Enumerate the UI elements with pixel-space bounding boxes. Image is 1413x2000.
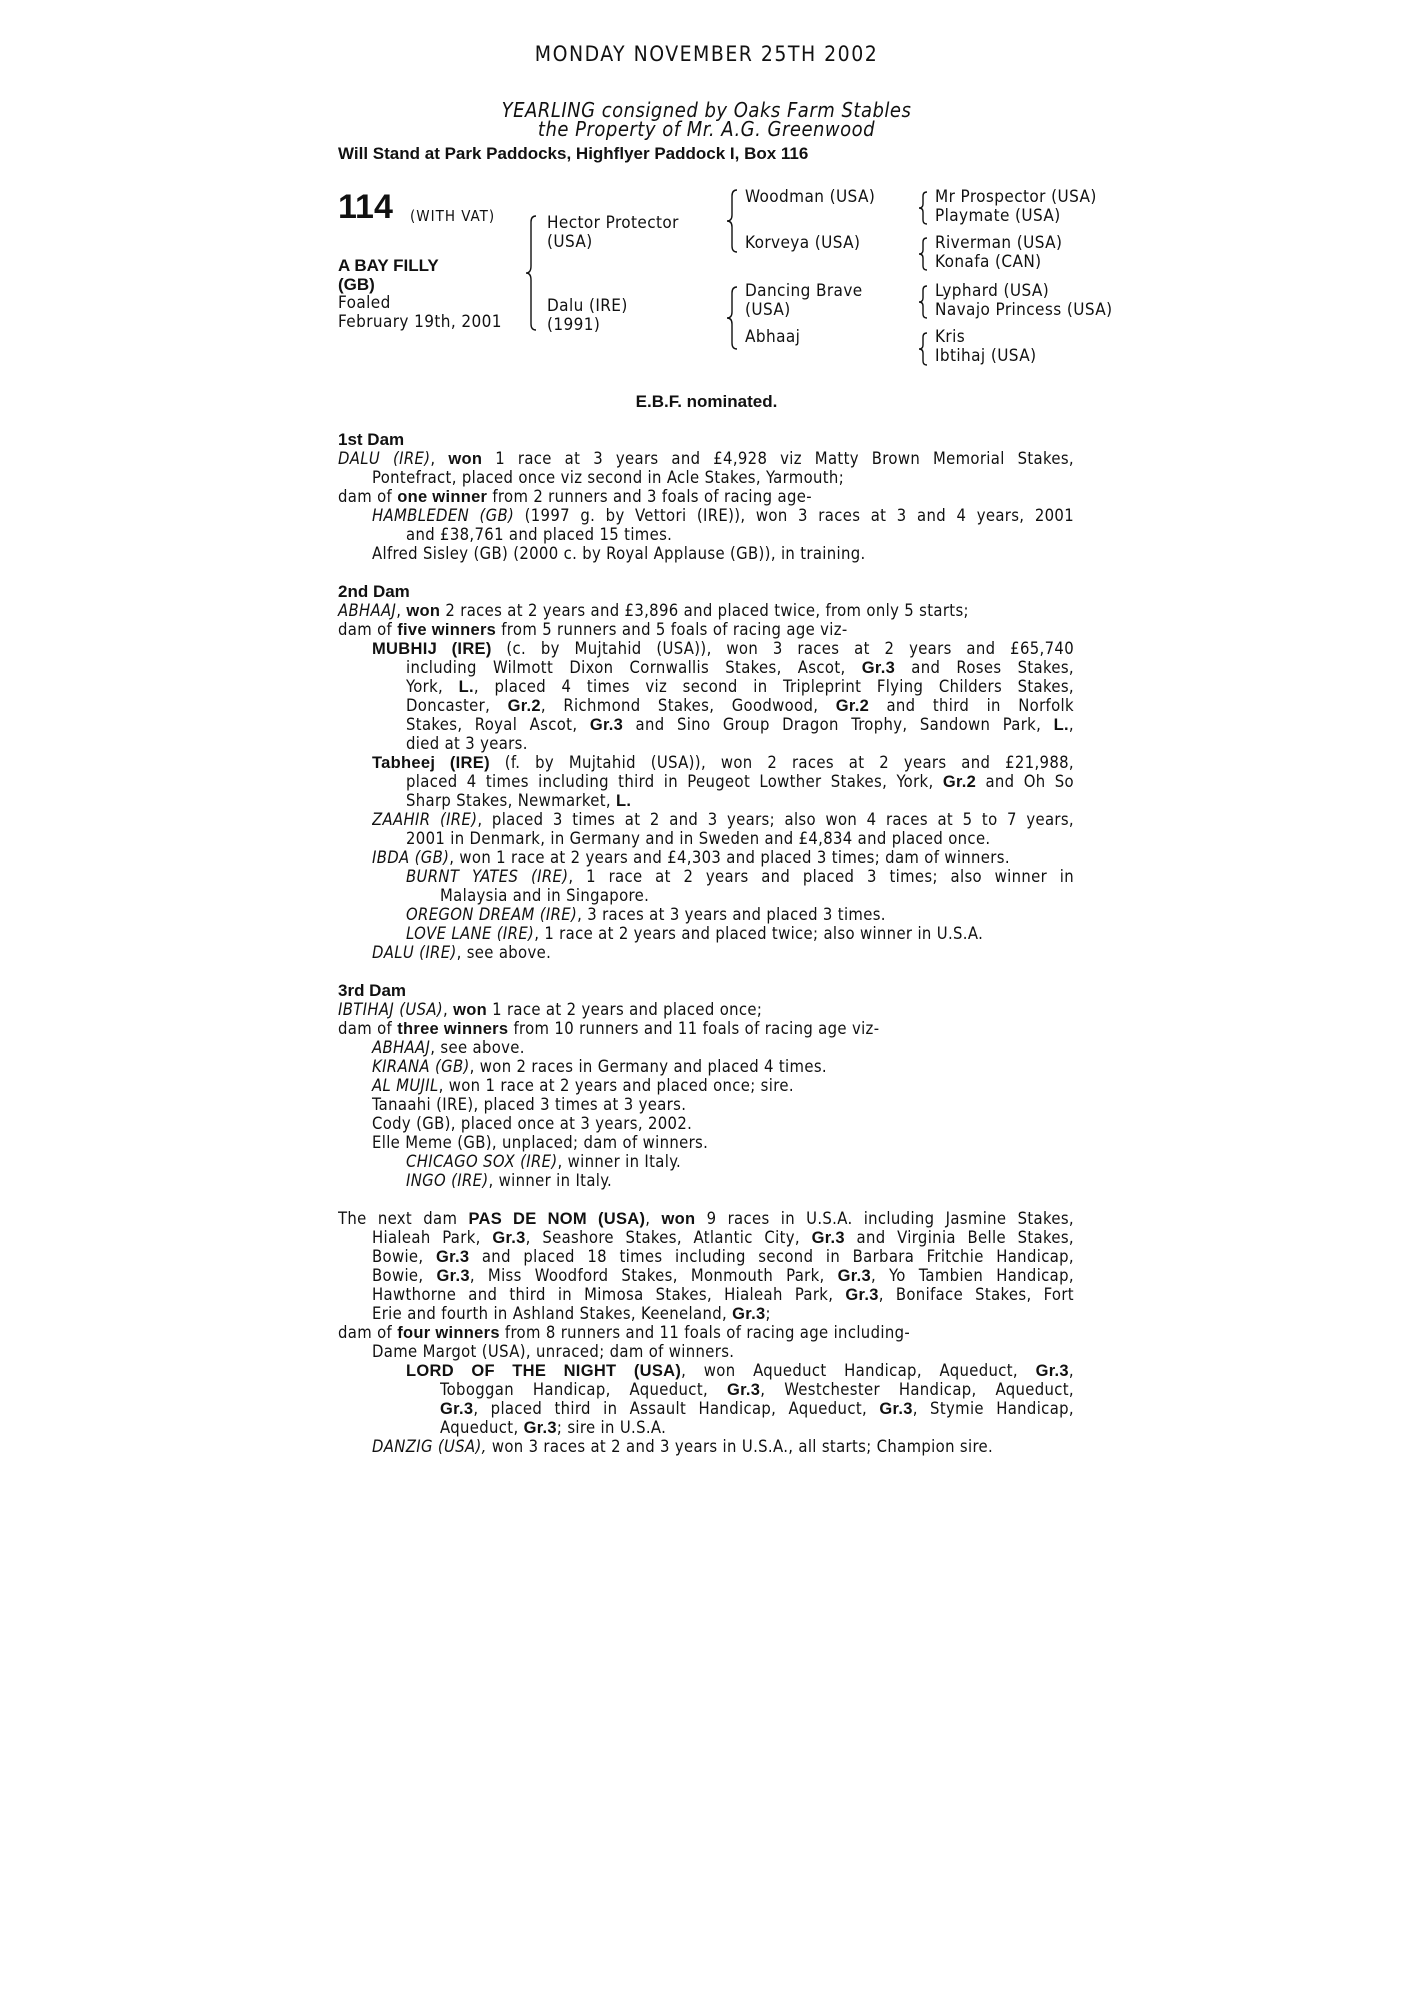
pedigree-dsd: Navajo Princess (USA): [935, 300, 1113, 320]
second-dam-line: York, L., placed 4 times viz second in Tripleprint Flying Childers Stakes,: [406, 677, 1074, 696]
pedigree-ssd: Playmate (USA): [935, 206, 1061, 226]
lot-description: [338, 256, 439, 294]
third-dam-line: KIRANA (GB), won 2 races in Germany and placed 4 times.: [372, 1057, 827, 1076]
pedigree-ddd: Ibtihaj (USA): [935, 346, 1037, 366]
second-dam-line: BURNT YATES (IRE), 1 race at 2 years and placed 3 times; also winner in: [406, 867, 1074, 886]
second-dam-line: MUBHIJ (IRE) (c. by Mujtahid (USA)), won 3 races at 2 years and £65,740: [372, 639, 1074, 658]
consignment-line-2: the Property of Mr. A.G. Greenwood: [537, 117, 876, 141]
third-dam-heading: 3rd Dam: [338, 981, 407, 1000]
first-dam-line: Pontefract, placed once viz second in Acle Stakes, Yarmouth;: [372, 468, 845, 487]
next-dam-line: Hialeah Park, Gr.3, Seashore Stakes, Atlantic City, Gr.3 and Virginia Belle Stakes,: [372, 1228, 1074, 1247]
third-dam-line: INGO (IRE), winner in Italy.: [406, 1171, 613, 1190]
ebf-nomination: E.B.F. nominated.: [635, 392, 778, 411]
third-dam-line: ABHAAJ, see above.: [372, 1038, 525, 1057]
next-dam-line: Bowie, Gr.3 and placed 18 times including second in Barbara Fritchie Handicap,: [372, 1247, 1074, 1266]
pedigree-sire-dam: Korveya (USA): [745, 233, 861, 253]
third-dam-line: CHICAGO SOX (IRE), winner in Italy.: [406, 1152, 682, 1171]
second-dam-line: Sharp Stakes, Newmarket, L.: [406, 791, 632, 810]
pedigree-bracket-dd: [918, 331, 930, 367]
lot-number: 114: [338, 188, 393, 226]
next-dam-line: dam of four winners from 8 runners and 11 foals of racing age including-: [338, 1323, 911, 1342]
second-dam-line: OREGON DREAM (IRE), 3 races at 3 years and placed 3 times.: [406, 905, 886, 924]
pedigree-bracket-dam: [727, 285, 741, 351]
foaled-label: Foaled: [338, 293, 391, 313]
third-dam-line: dam of three winners from 10 runners and 11 foals of racing age viz-: [338, 1019, 880, 1038]
lot-description-line-2: (GB): [338, 275, 375, 294]
second-dam-line: DALU (IRE), see above.: [372, 943, 552, 962]
pedigree-bracket-sire: [727, 188, 741, 254]
next-dam-line: Toboggan Handicap, Aqueduct, Gr.3, Westchester Handicap, Aqueduct,: [440, 1380, 1074, 1399]
first-dam-line: DALU (IRE), won 1 race at 3 years and £4,928 viz Matty Brown Memorial Stakes,: [338, 449, 1074, 468]
pedigree-sire-line-2: (USA): [547, 232, 593, 252]
first-dam-heading: 1st Dam: [338, 430, 405, 449]
next-dam-line: Dame Margot (USA), unraced; dam of winners.: [372, 1342, 735, 1361]
first-dam-line: HAMBLEDEN (GB) (1997 g. by Vettori (IRE)), won 3 races at 3 and 4 years, 2001: [372, 506, 1074, 525]
pedigree-dam-line-1: Dalu (IRE): [547, 296, 628, 316]
pedigree-bracket-ds: [918, 284, 930, 320]
second-dam-line: 2001 in Denmark, in Germany and in Sweden and £4,834 and placed once.: [406, 829, 991, 848]
third-dam-line: Tanaahi (IRE), placed 3 times at 3 years.: [372, 1095, 687, 1114]
next-dam-line: Gr.3, placed third in Assault Handicap, Aqueduct, Gr.3, Stymie Handicap,: [440, 1399, 1074, 1418]
pedigree-bracket-ss: [918, 190, 930, 226]
consignment-line-1: YEARLING consigned by Oaks Farm Stables: [501, 98, 912, 122]
second-dam-line: placed 4 times including third in Peugeot Lowther Stakes, York, Gr.2 and Oh So: [406, 772, 1074, 791]
pedigree-bracket-main: [526, 214, 540, 332]
second-dam-line: IBDA (GB), won 1 race at 2 years and £4,303 and placed 3 times; dam of winners.: [372, 848, 1010, 867]
pedigree-dam-dam: Abhaaj: [745, 327, 801, 347]
next-dam-line: LORD OF THE NIGHT (USA), won Aqueduct Handicap, Aqueduct, Gr.3,: [406, 1361, 1074, 1380]
next-dam-line: Erie and fourth in Ashland Stakes, Keeneland, Gr.3;: [372, 1304, 771, 1323]
pedigree-sire-sire: Woodman (USA): [745, 187, 876, 207]
pedigree-dam-sire-line-1: Dancing Brave: [745, 281, 863, 301]
pedigree-sire-line-1: Hector Protector: [547, 213, 679, 233]
pedigree-sire: [547, 214, 679, 252]
second-dam-line: including Wilmott Dixon Cornwallis Stakes, Ascot, Gr.3 and Roses Stakes,: [406, 658, 1074, 677]
second-dam-line: Malaysia and in Singapore.: [440, 886, 650, 905]
next-dam-line: The next dam PAS DE NOM (USA), won 9 races in U.S.A. including Jasmine Stakes,: [338, 1209, 1074, 1228]
second-dam-line: died at 3 years.: [406, 734, 528, 753]
next-dam-line: Hawthorne and third in Mimosa Stakes, Hialeah Park, Gr.3, Boniface Stakes, Fort: [372, 1285, 1074, 1304]
second-dam-line: LOVE LANE (IRE), 1 race at 2 years and placed twice; also winner in U.S.A.: [406, 924, 984, 943]
pedigree-bracket-sd: [918, 236, 930, 272]
pedigree-sss: Mr Prospector (USA): [935, 187, 1097, 207]
lot-description-line-1: A BAY FILLY: [338, 256, 439, 275]
second-dam-line: ABHAAJ, won 2 races at 2 years and £3,896 and placed twice, from only 5 starts;: [338, 601, 969, 620]
pedigree-dam-line-2: (1991): [547, 315, 601, 335]
pedigree-dam-sire-line-2: (USA): [745, 300, 791, 320]
pedigree-sds: Riverman (USA): [935, 233, 1063, 253]
next-dam-line: Bowie, Gr.3, Miss Woodford Stakes, Monmouth Park, Gr.3, Yo Tambien Handicap,: [372, 1266, 1074, 1285]
third-dam-line: IBTIHAJ (USA), won 1 race at 2 years and placed once;: [338, 1000, 763, 1019]
stand-location: Will Stand at Park Paddocks, Highflyer Paddock I, Box 116: [338, 144, 809, 163]
first-dam-line: dam of one winner from 2 runners and 3 foals of racing age-: [338, 487, 812, 506]
first-dam-line: Alfred Sisley (GB) (2000 c. by Royal Applause (GB)), in training.: [372, 544, 866, 563]
pedigree-dss: Lyphard (USA): [935, 281, 1050, 301]
second-dam-line: Tabheej (IRE) (f. by Mujtahid (USA)), won 2 races at 2 years and £21,988,: [372, 753, 1074, 772]
second-dam-line: ZAAHIR (IRE), placed 3 times at 2 and 3 years; also won 4 races at 5 to 7 years,: [372, 810, 1074, 829]
pedigree-dds: Kris: [935, 327, 966, 347]
second-dam-line: dam of five winners from 5 runners and 5 foals of racing age viz-: [338, 620, 848, 639]
sale-date: MONDAY NOVEMBER 25TH 2002: [534, 42, 879, 66]
third-dam-line: AL MUJIL, won 1 race at 2 years and placed once; sire.: [372, 1076, 794, 1095]
second-dam-line: Stakes, Royal Ascot, Gr.3 and Sino Group Dragon Trophy, Sandown Park, L.,: [406, 715, 1074, 734]
pedigree-dam-sire: [745, 282, 863, 320]
third-dam-line: Cody (GB), placed once at 3 years, 2002.: [372, 1114, 693, 1133]
foaled-date: February 19th, 2001: [338, 312, 502, 332]
second-dam-line: Doncaster, Gr.2, Richmond Stakes, Goodwood, Gr.2 and third in Norfolk: [406, 696, 1074, 715]
third-dam-line: Elle Meme (GB), unplaced; dam of winners.: [372, 1133, 709, 1152]
next-dam-line: Aqueduct, Gr.3; sire in U.S.A.: [440, 1418, 667, 1437]
second-dam-heading: 2nd Dam: [338, 582, 410, 601]
first-dam-line: and £38,761 and placed 15 times.: [406, 525, 673, 544]
next-dam-line: DANZIG (USA), won 3 races at 2 and 3 years in U.S.A., all starts; Champion sire.: [372, 1437, 994, 1456]
vat-note: (WITH VAT): [410, 207, 496, 225]
pedigree-sdd: Konafa (CAN): [935, 252, 1042, 272]
pedigree-dam: [547, 297, 628, 335]
